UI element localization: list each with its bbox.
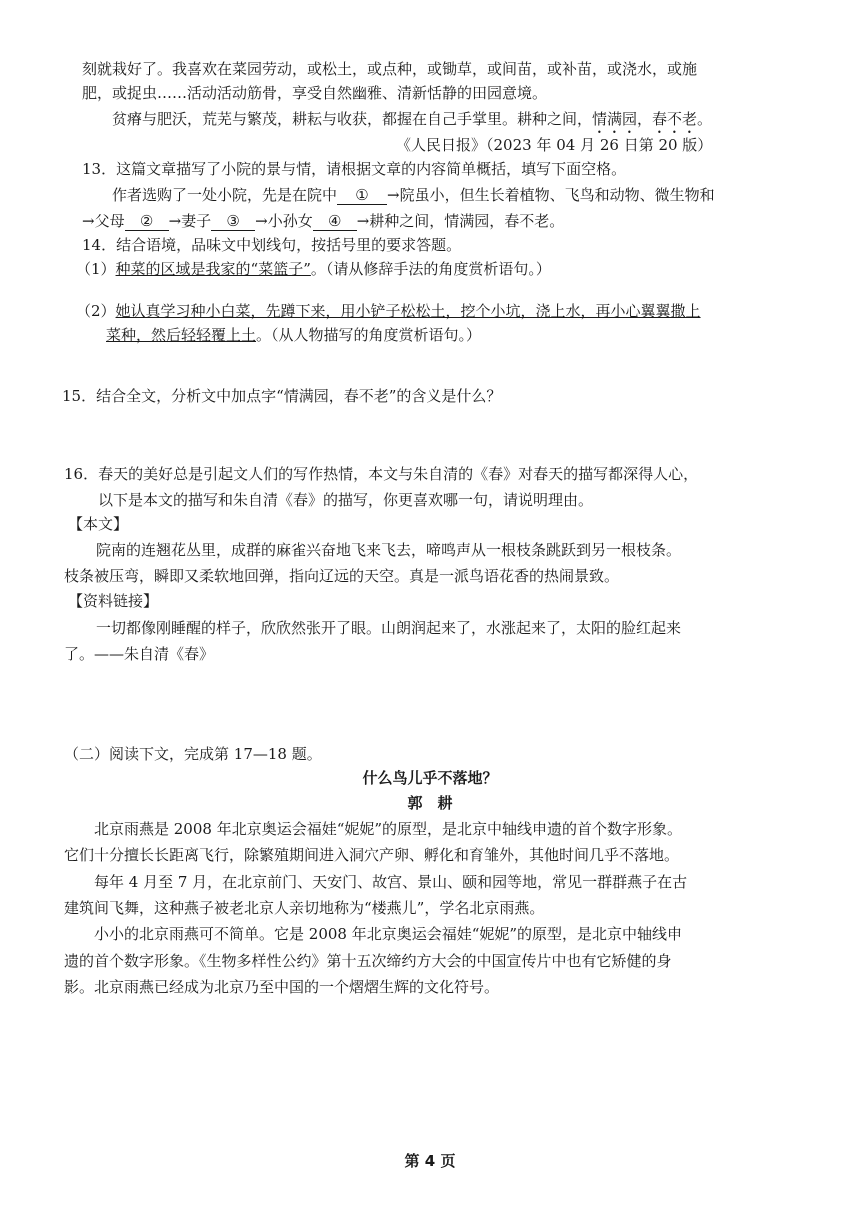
source-citation: 《人民日报》（2023 年 04 月 26 日第 20 版）: [396, 136, 713, 154]
page-suffix: 页: [440, 1152, 456, 1170]
article-paragraph: 每年 4 月至 7 月，在北京前门、天安门、故宫、景山、颐和园等地，常见一群群燕子在古: [94, 873, 688, 891]
section-tag: 【资料链接】: [68, 592, 159, 610]
section-heading: （二）阅读下文，完成第 17—18 题。: [64, 745, 322, 763]
passage-line: [112, 108, 712, 137]
quoted-text: 一切都像刚睡醒的样子，欣欣然张开了眼。山朗润起来了，水涨起来了，太阳的脸红起来: [96, 619, 682, 637]
question-15: [62, 385, 501, 408]
question-16-stem: 16．春天的美好总是引起文人们的写作热情，本文与朱自清的《春》对春天的描写都深得人心，: [64, 465, 699, 483]
quoted-text: 了。——朱自清《春》: [64, 645, 215, 663]
question-13-line: [112, 184, 715, 207]
question-16-stem: 以下是本文的描写和朱自清《春》的描写，你更喜欢哪一句，请说明理由。: [98, 491, 594, 509]
question-14-stem: 14．结合语境，品味文中划线句，按括号里的要求答题。: [82, 236, 462, 254]
article-paragraph: 北京雨燕是 2008 年北京奥运会福娃“妮妮”的原型，是北京中轴线申遗的首个数字形象。: [94, 820, 683, 838]
quoted-text: 院南的连翘花丛里，成群的麻雀兴奋地飞来飞去，啼鸣声从一根枝条跳跃到另一根枝条。: [96, 541, 682, 559]
question-14-sub-1: [76, 258, 551, 281]
q13-text: →妻子: [168, 212, 212, 230]
article-paragraph: 遗的首个数字形象。《生物多样性公约》第十五次缔约方大会的中国宣传片中也有它矫健的身: [64, 952, 672, 970]
blank-4[interactable]: ④: [313, 212, 357, 231]
underlined-sentence: 菜种，然后轻轻覆上土: [106, 326, 257, 344]
blank-3[interactable]: ③: [211, 212, 255, 231]
blank-2[interactable]: ②: [125, 212, 169, 231]
underlined-sentence: 种菜的区域是我家的“菜篮子”: [115, 260, 311, 278]
sub-number: （1）: [76, 260, 116, 278]
article-paragraph: 建筑间飞舞，这种燕子被老北京人亲切地称为“楼燕儿”，学名北京雨燕。: [64, 899, 545, 917]
q13-text: →院虽小，但生长着植物、飞鸟和动物、微生物和: [387, 186, 715, 204]
question-text: 结合全文，分析文中加点字“情满园，春不老”的含义是什么？: [96, 387, 502, 405]
question-14-sub-2: [76, 300, 701, 323]
page-prefix: 第: [404, 1152, 420, 1170]
article-title: 什么鸟儿乎不落地？: [362, 769, 498, 787]
passage-line: 肥，或捉虫……活动活动筋骨，享受自然幽雅、清新恬静的田园意境。: [82, 84, 548, 102]
page-number: [0, 1150, 860, 1173]
quoted-text: 枝条被压弯，瞬即又柔软地回弹，指向辽远的天空。真是一派鸟语花香的热闹景致。: [64, 567, 620, 585]
dotted-phrase: 情满园，春不老: [592, 110, 698, 128]
section-tag: 【本文】: [68, 515, 129, 533]
passage-text: 贫瘠与肥沃，荒芜与繁茂，耕耘与收获，都握在自己手掌里。耕种之间，: [112, 110, 593, 128]
question-13-stem: 13．这篇文章描写了小院的景与情，请根据文章的内容简单概括，填写下面空格。: [82, 160, 627, 178]
blank-1[interactable]: ①: [337, 186, 387, 205]
sub-instruction: 。（请从修辞手法的角度赏析语句。）: [310, 260, 551, 278]
page-num: 4: [424, 1152, 436, 1170]
q13-text: →父母: [82, 212, 125, 230]
passage-text: 。: [697, 110, 713, 128]
underlined-sentence: 她认真学习种小白菜，先蹲下来，用小铲子松松土，挖个小坑，浇上水，再小心翼翼撒上: [115, 302, 701, 320]
question-13-line: [82, 210, 564, 233]
article-paragraph: 它们十分擅长长距离飞行，除繁殖期间进入洞穴产卵、孵化和育雏外，其他时间几乎不落地。: [64, 846, 680, 864]
q13-text: →耕种之间，情满园，春不老。: [356, 212, 565, 230]
article-paragraph: 影。北京雨燕已经成为北京乃至中国的一个熠熠生辉的文化符号。: [64, 978, 500, 996]
sub-number: （2）: [76, 302, 116, 320]
article-author: 郭 耕: [407, 794, 453, 812]
q13-text: →小孙女: [255, 212, 313, 230]
passage-line: 刻就栽好了。我喜欢在菜园劳动，或松土，或点种，或锄草，或间苗，或补苗，或浇水，或施: [82, 60, 698, 78]
article-paragraph: 小小的北京雨燕可不简单。它是 2008 年北京奥运会福娃“妮妮”的原型，是北京中轴线申: [94, 925, 683, 943]
q13-text: 作者选购了一处小院，先是在院中: [112, 186, 338, 204]
question-14-sub-2-cont: [106, 324, 481, 347]
question-number: 15．: [62, 387, 97, 405]
sub-instruction: 。（从人物描写的角度赏析语句。）: [256, 326, 482, 344]
